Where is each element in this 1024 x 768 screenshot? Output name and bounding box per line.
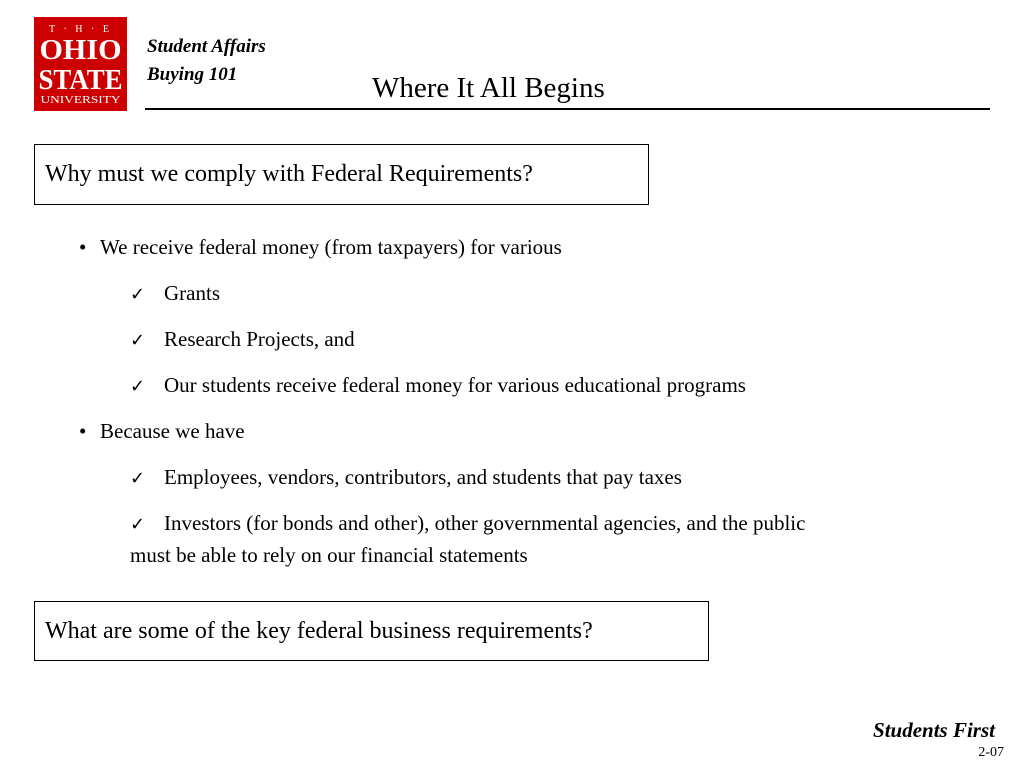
- check-item-text: Research Projects, and: [164, 327, 355, 351]
- question-box-2: [34, 601, 709, 661]
- checkmark-icon: ✓: [130, 468, 146, 489]
- checkmark-icon: ✓: [130, 514, 146, 535]
- footer-tagline: Students First: [873, 718, 995, 742]
- check-item-taxpayers: [130, 465, 682, 491]
- check-item-research: [130, 327, 355, 353]
- question-box-1: [34, 144, 649, 205]
- checkmark-icon: ✓: [130, 330, 146, 351]
- check-item-investors: [130, 508, 805, 571]
- check-item-students: [130, 373, 746, 399]
- checkmark-icon: ✓: [130, 376, 146, 397]
- logo-university-text: UNIVERSITY: [40, 95, 121, 106]
- checkmark-icon: ✓: [130, 284, 146, 305]
- logo-ohio-text: OHIO: [39, 34, 122, 66]
- bullet-2-text: Because we have: [100, 419, 245, 443]
- check-item-text-line-2: must be able to rely on our financial statements: [130, 543, 528, 567]
- bullet-item-2: [79, 419, 245, 443]
- department-line-2: Buying 101: [147, 64, 238, 85]
- check-item-text-line-1: Investors (for bonds and other), other governmental agencies, and the public: [164, 511, 806, 535]
- ohio-state-logo: [34, 17, 127, 111]
- bullet-1-text: We receive federal money (from taxpayers) for various: [100, 235, 562, 259]
- check-item-grants: [130, 281, 220, 307]
- bullet-symbol: •: [79, 419, 87, 443]
- logo-state-text: STATE: [38, 64, 123, 96]
- logo-the-text: T · H · E: [49, 24, 112, 35]
- page-number: 2-07: [978, 745, 1004, 760]
- question-1-text: Why must we comply with Federal Requirements?: [45, 161, 533, 187]
- department-line-1: Student Affairs: [147, 36, 266, 57]
- bullet-item-1: [79, 235, 562, 259]
- slide-title: Where It All Begins: [372, 72, 605, 104]
- check-item-text: Grants: [164, 281, 220, 305]
- ohio-state-logo-graphic: [36, 19, 125, 109]
- question-2-text: What are some of the key federal business requirements?: [45, 618, 593, 644]
- check-item-text: Our students receive federal money for various educational programs: [164, 373, 746, 397]
- check-item-line-1: [130, 508, 805, 540]
- department-label: [147, 33, 266, 89]
- bullet-symbol: •: [79, 235, 87, 259]
- header-divider: [145, 108, 990, 110]
- check-item-text: Employees, vendors, contributors, and students that pay taxes: [164, 465, 682, 489]
